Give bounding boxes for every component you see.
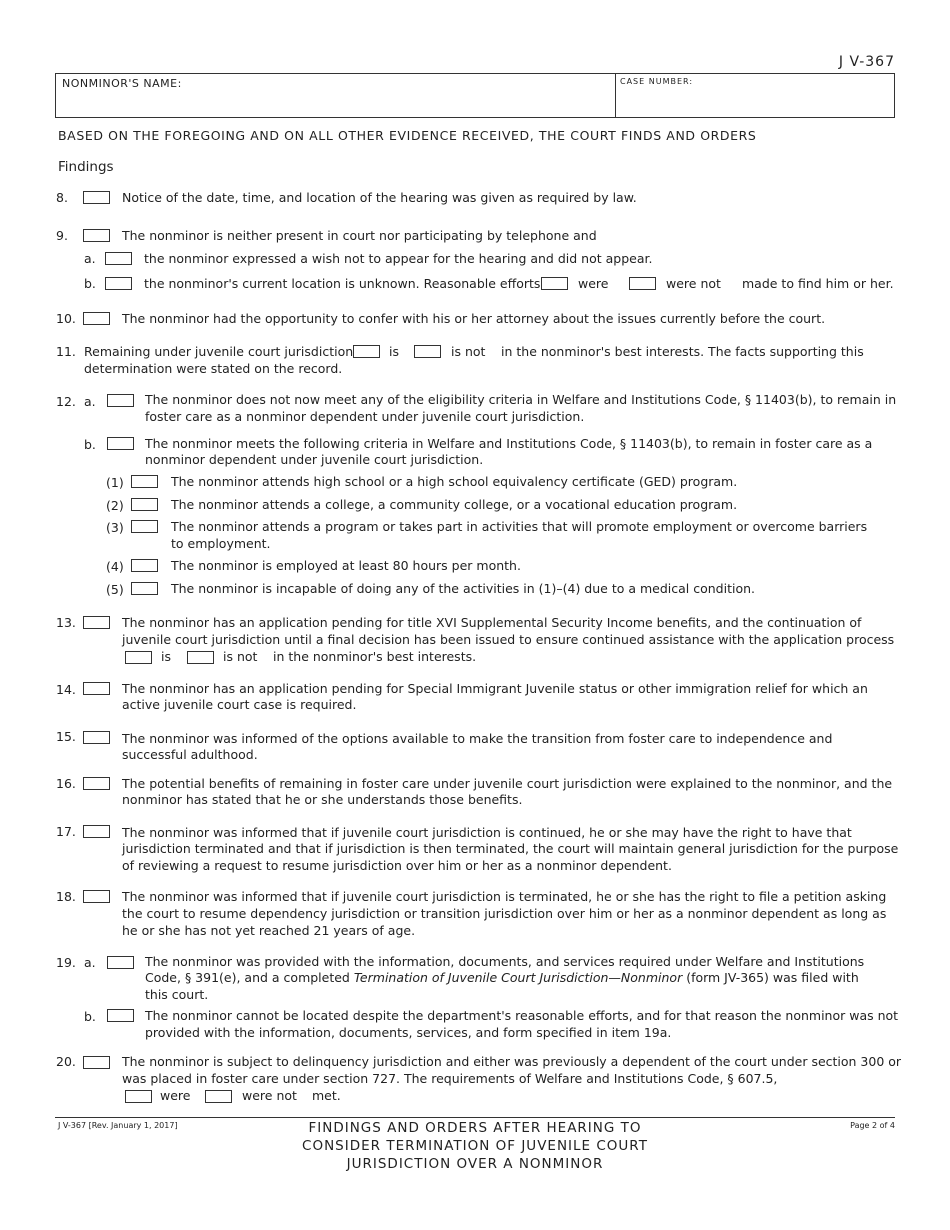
case-header — [55, 73, 895, 118]
item-13-is-not-label: is not — [223, 649, 258, 664]
page-number: Page 2 of 4 — [850, 1121, 895, 1130]
item-16-line2: nonminor has stated that he or she understands those benefits. — [122, 792, 523, 807]
item-14-number: 14. — [56, 682, 76, 697]
item-9a-label: a. — [84, 251, 96, 266]
item-19a-label: a. — [84, 955, 96, 970]
form-title-line2: CONSIDER TERMINATION OF JUVENILE COURT — [302, 1138, 648, 1154]
item-10-text: The nonminor had the opportunity to confer with his or her attorney about the issues currently before the court. — [122, 311, 826, 326]
item-14-line2: active juvenile court case is required. — [122, 697, 357, 712]
form-title-line1: FINDINGS AND ORDERS AFTER HEARING TO — [308, 1120, 642, 1136]
item-12b3-line2: to employment. — [171, 536, 271, 551]
item-20-met: met. — [312, 1088, 341, 1103]
item-9b-were-not-label: were not — [666, 276, 721, 291]
court-finds-heading: BASED ON THE FOREGOING AND ON ALL OTHER EVIDENCE RECEIVED, THE COURT FINDS AND ORDERS — [58, 128, 757, 143]
item-15-line1: The nonminor was informed of the options available to make the transition from foster care to independence and — [122, 731, 833, 746]
revision-date: J V-367 [Rev. January 1, 2017] — [58, 1121, 178, 1130]
item-12a-label: a. — [84, 394, 96, 409]
item-9a-text: the nonminor expressed a wish not to appear for the hearing and did not appear. — [144, 251, 653, 266]
form-title-line3: JURISDICTION OVER A NONMINOR — [346, 1156, 604, 1172]
item-18-checkbox[interactable] — [83, 890, 110, 903]
item-12b2-text: The nonminor attends a college, a community college, or a vocational education program. — [171, 497, 738, 512]
item-18-line3: he or she has not yet reached 21 years of age. — [122, 923, 416, 938]
item-11-is-not-checkbox[interactable] — [414, 345, 441, 358]
item-12b1-checkbox[interactable] — [131, 475, 158, 488]
item-19a-line2-pre: Code, § 391(e), and a completed — [145, 970, 354, 985]
item-9b-were-checkbox[interactable] — [541, 277, 568, 290]
item-17-line2: jurisdiction terminated and that if jurisdiction is then terminated, the court will maintain general jurisdiction for the purpose — [122, 841, 899, 856]
nonminor-name-field[interactable] — [57, 88, 613, 117]
item-19-number: 19. — [56, 955, 76, 970]
case-number-field[interactable] — [617, 88, 893, 117]
item-9b-tail: made to find him or her. — [742, 276, 894, 291]
item-13-line2: juvenile court jurisdiction until a final decision has been issued to ensure continued assistance with the application process — [122, 632, 895, 647]
item-13-checkbox[interactable] — [83, 616, 110, 629]
item-16-number: 16. — [56, 776, 76, 791]
item-9-text: The nonminor is neither present in court nor participating by telephone and — [122, 228, 597, 243]
item-12a-line1: The nonminor does not now meet any of the eligibility criteria in Welfare and Institutions Code, § 11403(b), to remain in — [145, 392, 897, 407]
item-19a-line1: The nonminor was provided with the information, documents, and services required under Welfare and Institutions — [145, 954, 865, 969]
item-12b1-label: (1) — [106, 475, 124, 490]
item-11-tail: in the nonminor's best interests. The facts supporting this — [501, 344, 864, 359]
item-12b-line1: The nonminor meets the following criteria in Welfare and Institutions Code, § 11403(b), to remain in foster care as a — [145, 436, 873, 451]
item-17-line1: The nonminor was informed that if juvenile court jurisdiction is continued, he or she may have the right to have that — [122, 825, 852, 840]
item-12b4-checkbox[interactable] — [131, 559, 158, 572]
item-13-tail: in the nonminor's best interests. — [273, 649, 477, 664]
item-20-line2: was placed in foster care under section 727. The requirements of Welfare and Institutions Code, § 607.5, — [122, 1071, 778, 1086]
item-20-were-not-checkbox[interactable] — [205, 1090, 232, 1103]
item-18-line2: the court to resume dependency jurisdiction or transition jurisdiction over him or her as a nonminor dependent as long as — [122, 906, 887, 921]
findings-title: Findings — [58, 159, 114, 175]
item-15-checkbox[interactable] — [83, 731, 110, 744]
item-12b5-text: The nonminor is incapable of doing any of the activities in (1)–(4) due to a medical condition. — [171, 581, 755, 596]
item-12b2-checkbox[interactable] — [131, 498, 158, 511]
item-12-number: 12. — [56, 394, 76, 409]
item-12b3-checkbox[interactable] — [131, 520, 158, 533]
item-9b-text: the nonminor's current location is unknown. Reasonable efforts — [144, 276, 541, 291]
item-16-checkbox[interactable] — [83, 777, 110, 790]
item-11-is-label: is — [389, 344, 399, 359]
item-12b3-label: (3) — [106, 520, 124, 535]
item-10-checkbox[interactable] — [83, 312, 110, 325]
item-19b-checkbox[interactable] — [107, 1009, 134, 1022]
item-13-line1: The nonminor has an application pending for title XVI Supplemental Security Income benefits, and the continuation of — [122, 615, 862, 630]
item-9-number: 9. — [56, 228, 68, 243]
item-19a-checkbox[interactable] — [107, 956, 134, 969]
item-11-lead: Remaining under juvenile court jurisdiction — [84, 344, 354, 359]
item-19b-line1: The nonminor cannot be located despite the department's reasonable efforts, and for that reason the nonminor was not — [145, 1008, 899, 1023]
item-19a-line2-post: (form JV-365) was filed with — [682, 970, 859, 985]
item-10-number: 10. — [56, 311, 76, 326]
item-20-were-checkbox[interactable] — [125, 1090, 152, 1103]
item-13-number: 13. — [56, 615, 76, 630]
item-13-is-not-checkbox[interactable] — [187, 651, 214, 664]
item-15-number: 15. — [56, 729, 76, 744]
item-20-were-not-label: were not — [242, 1088, 297, 1103]
item-19a-line2 — [145, 969, 859, 986]
item-14-line1: The nonminor has an application pending for Special Immigrant Juvenile status or other immigration relief for which an — [122, 681, 868, 696]
footer-rule — [55, 1117, 895, 1118]
item-19a-line3: this court. — [145, 987, 209, 1002]
item-12b3-line1: The nonminor attends a program or takes part in activities that will promote employment or overcome barriers — [171, 519, 868, 534]
case-number-label: CASE NUMBER: — [620, 77, 694, 86]
item-15-line2: successful adulthood. — [122, 747, 258, 762]
form-number: J V-367 — [838, 54, 895, 70]
item-20-checkbox[interactable] — [83, 1056, 110, 1069]
item-20-line1: The nonminor is subject to delinquency jurisdiction and either was previously a dependent of the court under section 300 or — [122, 1054, 902, 1069]
nonminor-name-label: NONMINOR'S NAME: — [62, 77, 182, 90]
item-11-is-checkbox[interactable] — [353, 345, 380, 358]
form-jv365-title: Termination of Juvenile Court Jurisdiction—Nonminor — [353, 970, 683, 985]
item-12b5-label: (5) — [106, 582, 124, 597]
item-8-text: Notice of the date, time, and location of the hearing was given as required by law. — [122, 190, 637, 205]
item-11-line2: determination were stated on the record. — [84, 361, 343, 376]
item-11-is-not-label: is not — [451, 344, 486, 359]
item-12b5-checkbox[interactable] — [131, 582, 158, 595]
item-12b4-label: (4) — [106, 559, 124, 574]
item-12b2-label: (2) — [106, 498, 124, 513]
item-8-number: 8. — [56, 190, 68, 205]
item-12b-line2: nonminor dependent under juvenile court jurisdiction. — [145, 452, 484, 467]
item-9b-label: b. — [84, 276, 96, 291]
item-12b4-text: The nonminor is employed at least 80 hours per month. — [171, 558, 521, 573]
item-20-were-label: were — [160, 1088, 191, 1103]
item-9a-checkbox[interactable] — [105, 252, 132, 265]
item-13-is-checkbox[interactable] — [125, 651, 152, 664]
item-11-number: 11. — [56, 344, 76, 359]
header-divider — [615, 74, 616, 118]
item-16-line1: The potential benefits of remaining in foster care under juvenile court jurisdiction were explained to the nonminor, and the — [122, 776, 893, 791]
item-20-number: 20. — [56, 1054, 76, 1069]
item-12a-line2: foster care as a nonminor dependent under juvenile court jurisdiction. — [145, 409, 585, 424]
item-9b-checkbox[interactable] — [105, 277, 132, 290]
item-18-number: 18. — [56, 889, 76, 904]
item-12b1-text: The nonminor attends high school or a high school equivalency certificate (GED) program. — [171, 474, 738, 489]
item-17-checkbox[interactable] — [83, 825, 110, 838]
item-12b-label: b. — [84, 437, 96, 452]
item-12b-checkbox[interactable] — [107, 437, 134, 450]
item-8-checkbox[interactable] — [83, 191, 110, 204]
item-9-checkbox[interactable] — [83, 229, 110, 242]
item-19b-label: b. — [84, 1009, 96, 1024]
item-17-line3: of reviewing a request to resume jurisdiction over him or her as a nonminor dependent. — [122, 858, 672, 873]
item-18-line1: The nonminor was informed that if juvenile court jurisdiction is terminated, he or she has the right to file a petition asking — [122, 889, 887, 904]
item-17-number: 17. — [56, 824, 76, 839]
item-19b-line2: provided with the information, documents, services, and form specified in item 19a. — [145, 1025, 672, 1040]
item-9b-were-label: were — [578, 276, 609, 291]
item-12a-checkbox[interactable] — [107, 394, 134, 407]
item-14-checkbox[interactable] — [83, 682, 110, 695]
item-13-is-label: is — [161, 649, 171, 664]
item-9b-were-not-checkbox[interactable] — [629, 277, 656, 290]
